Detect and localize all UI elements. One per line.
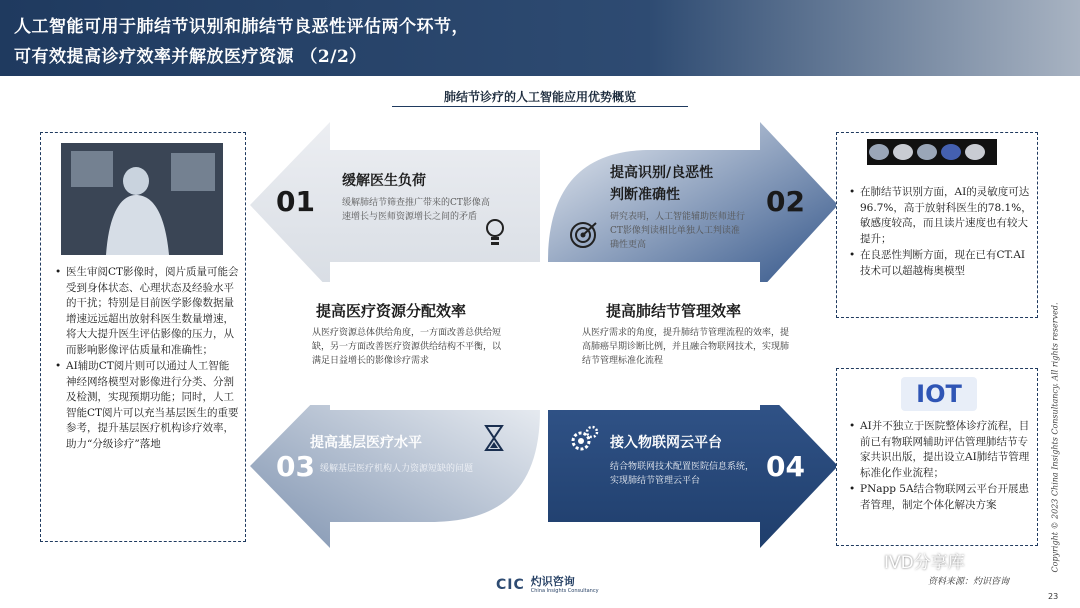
brand-name-en: China Insights Consultancy (530, 588, 599, 594)
section-04-number: 04 (766, 450, 805, 483)
brand-name-cn: 灼识咨询 (530, 575, 575, 588)
title-line-1: 人工智能可用于肺结节识别和肺结节良恶性评估两个环节， (14, 17, 469, 37)
section-01-title: 缓解医生负荷 (342, 173, 426, 189)
right-top-info-box (836, 132, 1038, 318)
lightbulb-icon (484, 218, 506, 252)
iot-badge (901, 377, 977, 411)
mid-right-body: 从医疗需求的角度，提升肺结节管理流程的效率，提高肺癌早期诊断比例，并且融合物联网技术，实现肺结节管理标准化流程 (582, 328, 790, 366)
right-top-bullet-1: • 在肺结节识别方面，AI的灵敏度可达96.7%，高于放射科医生的78.1%，敏感度较高，而且读片速度也有较大提升； (849, 185, 1033, 247)
source-note: 资料来源：灼识咨询 (928, 577, 1010, 587)
right-bottom-bullet-1: • AI并不独立于医院整体诊疗流程，目前已有物联网辅助评估管理肺结节专家共识出版，提出设立AI肺结节管理标准化作业流程； (849, 419, 1033, 481)
watermark-text: IVD分享库 (884, 553, 965, 573)
section-subtitle: 肺结节诊疗的人工智能应用优势概览 (443, 90, 636, 104)
gears-icon (570, 424, 600, 458)
target-icon (568, 220, 598, 254)
section-03-body: 缓解基层医疗机构人力资源短缺的问题 (320, 464, 474, 474)
section-02-number: 02 (766, 185, 805, 218)
mid-left-body: 从医疗资源总体供给角度，一方面改善总供给短缺，另一方面改善医疗资源供给结构不平衡，以满足日益增长的影像诊疗需求 (312, 328, 502, 366)
doctor-photo (61, 143, 223, 255)
copyright-note: Copyright © 2023 China Insights Consultancy. All rights reserved. (1050, 302, 1060, 573)
section-03-title: 提高基层医疗水平 (310, 435, 422, 451)
brand-logo (496, 576, 599, 594)
brand-mark: CIC (496, 577, 525, 593)
mid-left-title: 提高医疗资源分配效率 (316, 302, 467, 320)
section-04-title: 接入物联网云平台 (610, 435, 722, 451)
iot-label: IOT (916, 380, 962, 408)
section-04-body: 结合物联网技术配置医院信息系统，实现肺结节管理云平台 (610, 462, 755, 486)
mid-right-title: 提高肺结节管理效率 (606, 302, 742, 320)
section-01-number: 01 (276, 185, 315, 218)
title-line-2: 可有效提高诊疗效率并解放医疗资源 （2/2） (14, 47, 367, 67)
hourglass-icon (484, 424, 504, 456)
section-03-number: 03 (276, 450, 315, 483)
watermark-badge (884, 548, 965, 573)
left-bullet-1: • 医生审阅CT影像时，阅片质量可能会受到身体状态、心理状态及经验水平的干扰；特别是目前医学影像数据量增速远远超出放射科医生数量增速，将大大提升医生评估影像的压力，从而影响影像评估质量和准确性； (55, 265, 239, 358)
right-top-bullet-2: • 在良恶性判断方面，现在已有CT.AI技术可以超越梅奥模型 (849, 248, 1033, 279)
section-01-body: 缓解肺结节筛查推广带来的CT影像高速增长与医师资源增长之间的矛盾 (342, 198, 490, 222)
ct-scan-thumbnails (867, 139, 997, 165)
right-bottom-bullet-2: • PNapp 5A结合物联网云平台开展患者管理，制定个体化解决方案 (849, 482, 1033, 513)
section-02-title-line-2: 判断准确性 (610, 187, 680, 203)
section-02-title-line-1: 提高识别/良恶性 (610, 165, 714, 181)
left-bullet-2: • AI辅助CT阅片则可以通过人工智能神经网络模型对影像进行分类、分割及检测，实现预期功能；同时，人工智能CT阅片可以充当基层医生的重要参考，提升基层医疗机构诊疗效率，助力“分级诊疗”落地 (55, 359, 239, 452)
left-info-box (40, 132, 246, 542)
section-02-body: 研究表明，人工智能辅助医师进行CT影像判读相比单独人工判读准确性更高 (610, 212, 746, 250)
right-bottom-info-box (836, 368, 1038, 546)
page-number: 23 (1048, 592, 1059, 601)
